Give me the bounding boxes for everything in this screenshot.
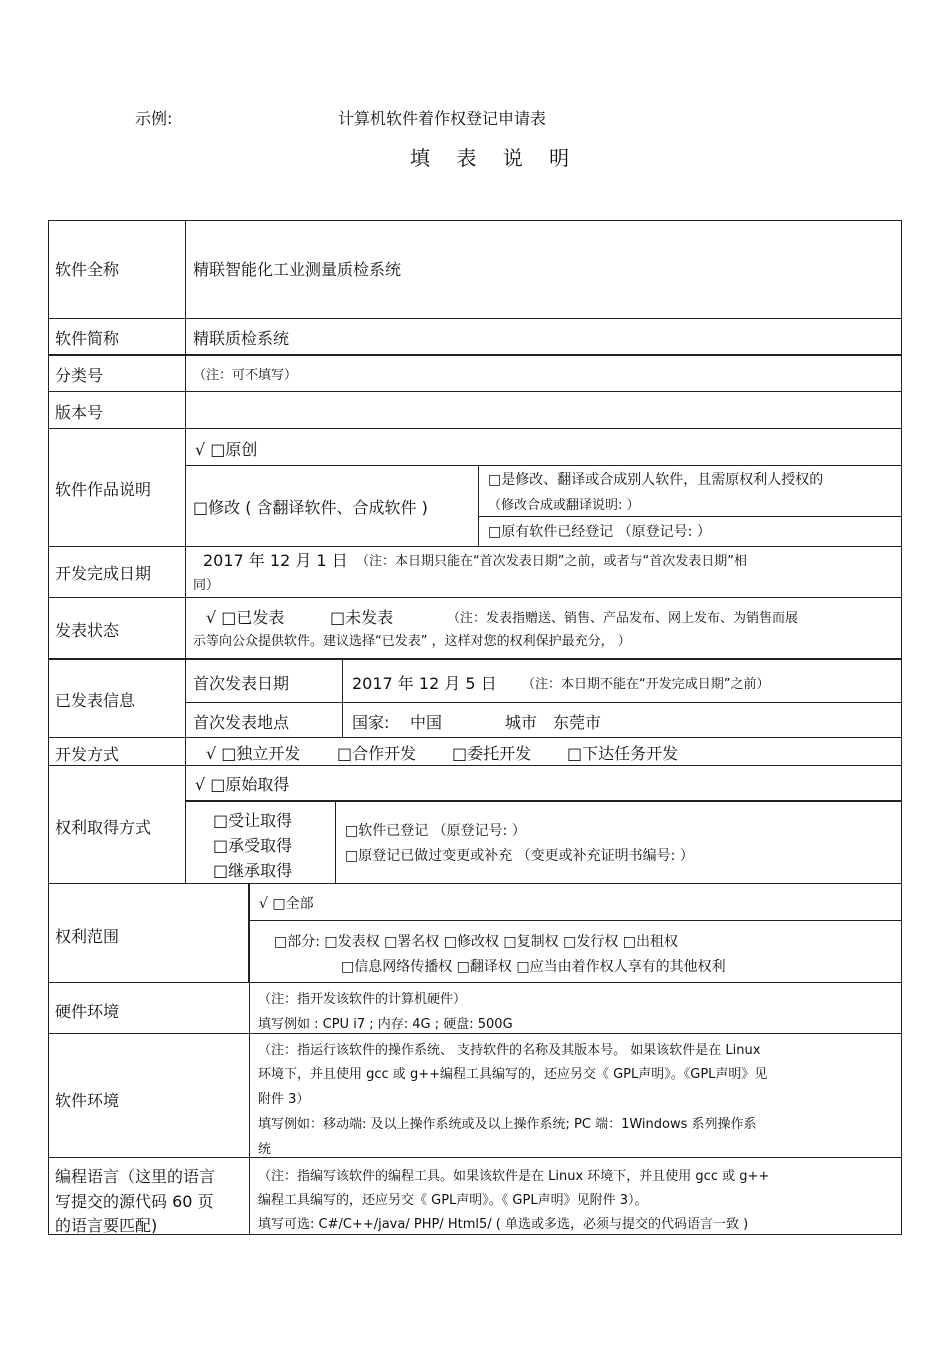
city-label: 城市 [505,713,538,732]
pub-status-note: （注：发表指赠送、销售、产品发布、网上发布、为销售而展 [447,611,799,626]
published-checkbox[interactable]: √ □已发表 [206,608,285,627]
dev-independent-checkbox[interactable]: √ □独立开发 [206,744,301,763]
row-divider [48,391,902,392]
form-table [48,220,902,1235]
hardware-label: 硬件环境 [55,1002,120,1021]
mod-authorized-checkbox[interactable]: □是修改、翻译或合成别人软件，且需原权利人授权的 [488,472,824,488]
category-note: （注：可不填写） [193,368,298,383]
column-divider [185,220,186,883]
form-subtitle: 填 表 说 明 [410,146,580,170]
full-name-label: 软件全称 [55,260,120,279]
rights-scope-label: 权利范围 [55,927,120,946]
row-divider [185,800,902,802]
software-env-label: 软件环境 [55,1091,120,1110]
mod-authorized-note: （修改合成或翻译说明: ） [488,498,640,513]
column-divider [248,883,250,982]
software-env-example: 填写例如：移动端: 及以上操作系统或及以上操作系统; PC 端：1Windows 系列操作系 [258,1117,757,1132]
row-divider [48,737,902,738]
scope-part-options[interactable]: □部分: □发表权 □署名权 □修改权 □复制权 □发行权 □出租权 [274,934,679,950]
scope-part-options-cont[interactable]: □信息网络传播权 □翻译权 □应当由着作权人享有的其他权利 [341,959,726,975]
version-label: 版本号 [55,403,104,422]
city-value: 东莞市 [553,713,602,732]
pub-status-note-cont: 示等向公众提供软件。建议选择“已发表” ，这样对您的权利保护最充分， ） [193,634,631,649]
software-env-note-2: 环境下，并且使用 gcc 或 g++编程工具编写的，还应另交《 GPL声明》。《GPL声明》见 [258,1067,768,1082]
row-divider [48,428,902,429]
row-divider [185,465,902,466]
row-divider [48,318,902,319]
original-checkbox[interactable]: √ □原创 [195,440,258,459]
country-label: 国家: [352,713,390,732]
dev-cooperative-checkbox[interactable]: □合作开发 [337,744,417,763]
scope-all-checkbox[interactable]: √ □全部 [259,896,314,912]
form-title: 计算机软件着作权登记申请表 [338,109,547,128]
first-pub-place-label: 首次发表地点 [193,713,290,732]
software-env-note-3: 附件 3） [258,1092,310,1107]
row-divider [48,883,902,884]
row-divider [48,597,902,598]
dev-date-note-cont: 同） [193,578,220,593]
software-env-note: （注：指运行该软件的操作系统、 支持软件的名称及其版本号。 如果该软件是在 Linux [258,1043,761,1058]
row-divider [478,516,902,517]
dev-date-value: 2017 年 12 月 1 日 [203,551,348,570]
category-label: 分类号 [55,366,104,385]
example-label: 示例: [135,109,173,128]
rights-original-checkbox[interactable]: √ □原始取得 [195,775,290,794]
row-divider [48,982,902,983]
dev-date-label: 开发完成日期 [55,564,152,583]
column-divider [335,800,336,883]
unpublished-checkbox[interactable]: □未发表 [330,608,394,627]
pub-info-label: 已发表信息 [55,691,136,710]
prior-registered-checkbox[interactable]: □原有软件已经登记 （原登记号: ） [488,524,711,540]
work-desc-label: 软件作品说明 [55,480,152,499]
short-name-value: 精联质检系统 [193,329,290,348]
column-divider [478,465,479,546]
modified-checkbox[interactable]: □修改 ( 含翻译软件、合成软件 ) [193,498,428,517]
language-label-3: 的语言要匹配) [55,1216,158,1235]
full-name-value: 精联智能化工业测量质检系统 [193,260,402,279]
first-pub-date-note: （注：本日期不能在“开发完成日期”之前） [522,677,770,692]
registration-changed-checkbox[interactable]: □原登记已做过变更或补充 （变更或补充证明书编号: ） [345,848,694,864]
country-value: 中国 [410,713,443,732]
dev-assigned-checkbox[interactable]: □下达任务开发 [567,744,679,763]
row-divider [48,354,902,356]
language-note-2: 编程工具编写的，还应另交《 GPL声明》。《 GPL声明》见附件 3）。 [258,1193,648,1208]
row-divider [249,920,902,921]
language-label: 编程语言（这里的语言 [55,1167,216,1186]
dev-mode-label: 开发方式 [55,745,120,764]
dev-date-note: （注：本日期只能在“首次发表日期”之前，或者与“首次发表日期”相 [356,554,747,569]
column-divider [342,658,343,737]
language-note: （注：指编写该软件的编程工具。如果该软件是在 Linux 环境下，并且使用 gcc 或 g++ [258,1169,770,1184]
dev-commissioned-checkbox[interactable]: □委托开发 [452,744,532,763]
row-divider [48,765,902,766]
software-env-example-2: 统 [258,1142,272,1157]
row-divider [48,1157,902,1158]
rights-acq-label: 权利取得方式 [55,818,152,837]
pub-status-label: 发表状态 [55,621,120,640]
software-registered-checkbox[interactable]: □软件已登记 （原登记号: ） [345,823,526,839]
hardware-note: （注：指开发该软件的计算机硬件） [258,992,467,1007]
row-divider [185,702,902,703]
short-name-label: 软件简称 [55,329,120,348]
first-pub-date-value: 2017 年 12 月 5 日 [352,674,497,693]
rights-inherit-checkbox[interactable]: □继承取得 [213,861,293,880]
row-divider [48,546,902,547]
row-divider [48,1033,902,1034]
language-options: 填写可选: C#/C++/java/ PHP/ Html5/ ( 单选或多选，必须与提交的代码语言一致 ) [258,1217,749,1232]
rights-accept-checkbox[interactable]: □承受取得 [213,836,293,855]
first-pub-date-label: 首次发表日期 [193,674,290,693]
hardware-example: 填写例如 : CPU i7 ; 内存: 4G ; 硬盘: 500G [258,1017,513,1032]
language-label-2: 写提交的源代码 60 页 [55,1192,214,1211]
column-divider [249,982,250,1235]
rights-transfer-checkbox[interactable]: □受让取得 [213,811,293,830]
row-divider [48,658,902,660]
